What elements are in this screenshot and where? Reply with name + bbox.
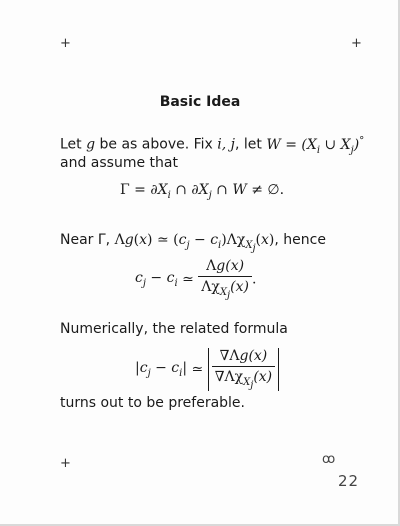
handwritten-mark: ꝏ bbox=[322, 452, 337, 467]
equation-ratio: $c_j - c_i$ ≃ $\frac{\Lambda g(x)}{\Lambda\chi_{X_j}(x)}$ . bbox=[135, 258, 257, 301]
equation-abs: $|c_j - c_i|$ ≃ $\frac{\nabla\Lambda g(x)}{\nabla\Lambda\chi_{X_j}(x)}$ bbox=[135, 348, 279, 391]
paragraph-1-line-1: Let g be as above. Fix i, j, let $W = (X_i$ ∪ $X_j)^\circ$ bbox=[60, 135, 365, 156]
paragraph-3: Numerically, the related formula bbox=[60, 321, 288, 337]
registration-mark-top-right: + bbox=[351, 36, 362, 51]
slide-title: Basic Idea bbox=[159, 94, 241, 110]
fraction-ratio: $\frac{\Lambda g(x)}{\Lambda\chi_{X_j}(x)}$ bbox=[198, 258, 252, 301]
paragraph-4: turns out to be preferable. bbox=[60, 395, 245, 411]
equation-gamma: $\Gamma = \partial X_i$ ∩ $\partial X_j$ ∩ W ≠ ∅. bbox=[120, 182, 285, 201]
registration-mark-top-left: + bbox=[60, 36, 71, 51]
w-definition: $W = (X_i$ ∪ $X_j)^\circ$ bbox=[266, 135, 365, 156]
paragraph-2: Near Γ, Λg(x) ≃ $(c_j - c_i)\Lambda\chi_{X_j}(x)$, hence bbox=[60, 232, 326, 254]
handwritten-page-number: 22 bbox=[338, 472, 360, 490]
paragraph-1-line-2: and assume that bbox=[60, 155, 178, 171]
registration-mark-bottom-left: + bbox=[60, 456, 71, 471]
abs-fraction: $\frac{\nabla\Lambda g(x)}{\nabla\Lambda\chi_{X_j}(x)}$ bbox=[208, 348, 279, 391]
